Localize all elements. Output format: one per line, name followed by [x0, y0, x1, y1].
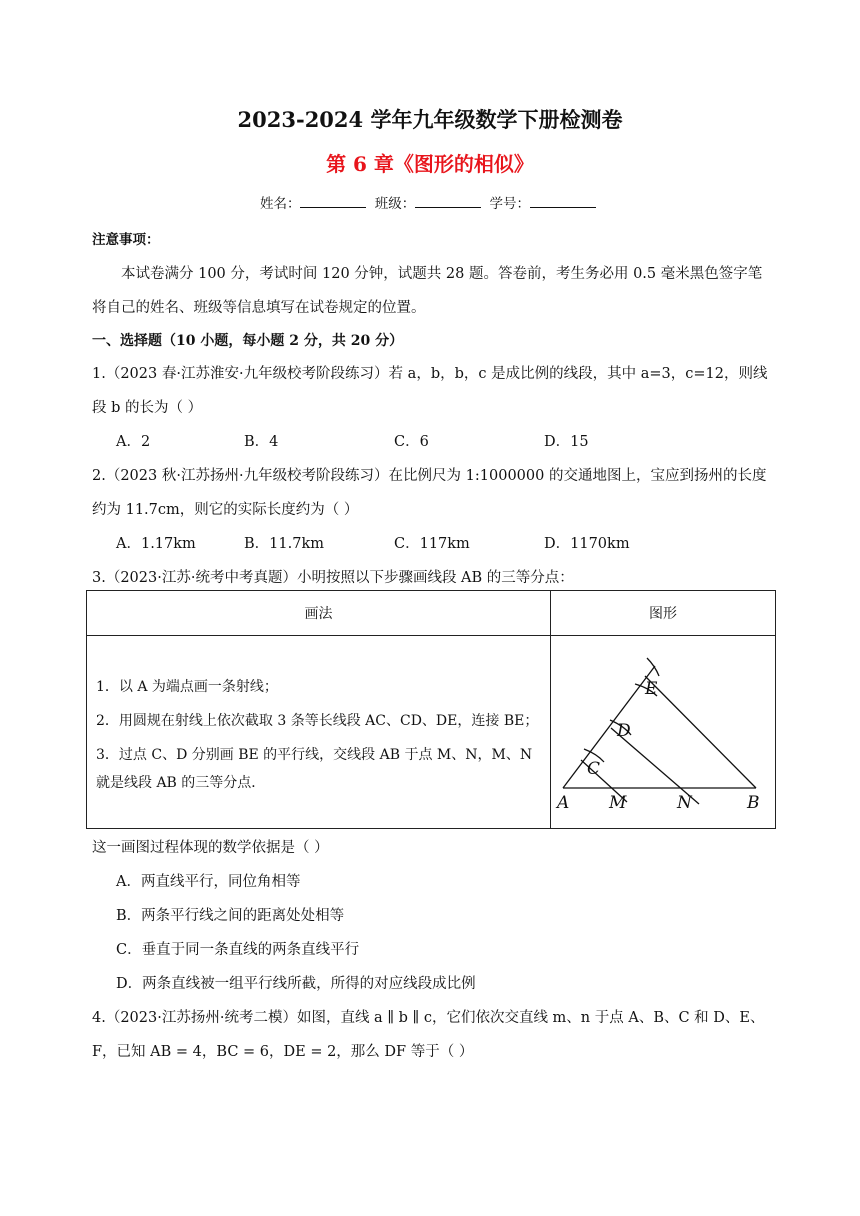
- id-blank[interactable]: [530, 195, 596, 208]
- name-label: 姓名：: [259, 196, 301, 212]
- q1-line-2: 段 b 的长为（ ）: [92, 400, 203, 416]
- exam-title: 2023-2024 学年九年级数学下册检测卷: [237, 107, 623, 132]
- q1-option-a[interactable]: A．2: [116, 434, 151, 450]
- student-info-row: [0, 192, 860, 212]
- q3-option-d[interactable]: D．两条直线被一组平行线所截，所得的对应线段成比例: [116, 976, 476, 992]
- notice-heading: 注意事项：: [92, 232, 160, 248]
- q1-line-1: 1.（2023 春·江苏淮安·九年级校考阶段练习）若 a，b，b，c 是成比例的线段，其中 a=3，c=12，则线: [92, 366, 768, 382]
- trisection-figure-cell: [551, 636, 776, 829]
- step-1: 1．以 A 为端点画一条射线；: [96, 679, 278, 695]
- q4-line-1: 4.（2023·江苏扬州·统考二模）如图，直线 a ∥ b ∥ c，它们依次交直线 m、n 于点 A、B、C 和 D、E、: [92, 1010, 765, 1026]
- label-c: C: [587, 759, 601, 779]
- method-steps: [87, 636, 551, 829]
- class-label: 班级：: [374, 196, 416, 212]
- label-m: M: [609, 793, 627, 813]
- label-e: E: [645, 679, 658, 699]
- q1-option-b[interactable]: B．4: [244, 434, 279, 450]
- class-blank[interactable]: [415, 195, 481, 208]
- trisection-figure: [551, 636, 775, 828]
- label-b: B: [747, 793, 760, 813]
- q3-method-table: [86, 590, 776, 829]
- q2-line-1: 2.（2023 秋·江苏扬州·九年级校考阶段练习）在比例尺为 1:1000000 的交通地图上，宝应到扬州的长度: [92, 468, 767, 484]
- q1-option-d[interactable]: D．15: [544, 434, 589, 450]
- section-1-heading: 一、选择题（10 小题，每小题 2 分，共 20 分）: [92, 333, 404, 349]
- notice-line-1: 本试卷满分 100 分，考试时间 120 分钟，试题共 28 题。答卷前，考生务必用 0.5 毫米黑色签字笔: [121, 266, 763, 282]
- name-blank[interactable]: [300, 195, 366, 208]
- notice-line-2: 将自己的姓名、班级等信息填写在试卷规定的位置。: [92, 300, 426, 316]
- table-header-figure: 图形: [551, 591, 776, 636]
- q2-option-d[interactable]: D．1170km: [544, 536, 630, 552]
- q1-option-c[interactable]: C．6: [394, 434, 429, 450]
- chapter-title: 第 6 章《图形的相似》: [326, 152, 534, 176]
- q4-line-2: F，已知 AB = 4，BC = 6，DE = 2，那么 DF 等于（ ）: [92, 1044, 474, 1060]
- step-3a: 3．过点 C、D 分别画 BE 的平行线，交线段 AB 于点 M、N，M、N: [96, 747, 533, 763]
- q2-line-2: 约为 11.7cm，则它的实际长度约为（ ）: [92, 502, 359, 518]
- table-header-method: 画法: [87, 591, 551, 636]
- q3-option-c[interactable]: C．垂直于同一条直线的两条直线平行: [116, 942, 360, 958]
- label-d: D: [617, 721, 631, 741]
- label-a: A: [557, 793, 570, 813]
- step-3b: 就是线段 AB 的三等分点．: [96, 775, 266, 791]
- q3-question: 这一画图过程体现的数学依据是（ ）: [92, 840, 329, 856]
- q3-option-a[interactable]: A．两直线平行，同位角相等: [116, 874, 301, 890]
- q3-line-1: 3.（2023·江苏·统考中考真题）小明按照以下步骤画线段 AB 的三等分点：: [92, 570, 574, 586]
- label-n: N: [677, 793, 692, 813]
- id-label: 学号：: [489, 196, 531, 212]
- q2-option-a[interactable]: A．1.17km: [116, 536, 196, 552]
- q2-option-b[interactable]: B．11.7km: [244, 536, 324, 552]
- step-2: 2．用圆规在射线上依次截取 3 条等长线段 AC、CD、DE，连接 BE；: [96, 713, 539, 729]
- q2-option-c[interactable]: C．117km: [394, 536, 470, 552]
- q3-option-b[interactable]: B．两条平行线之间的距离处处相等: [116, 908, 345, 924]
- ray-ae: [563, 666, 655, 788]
